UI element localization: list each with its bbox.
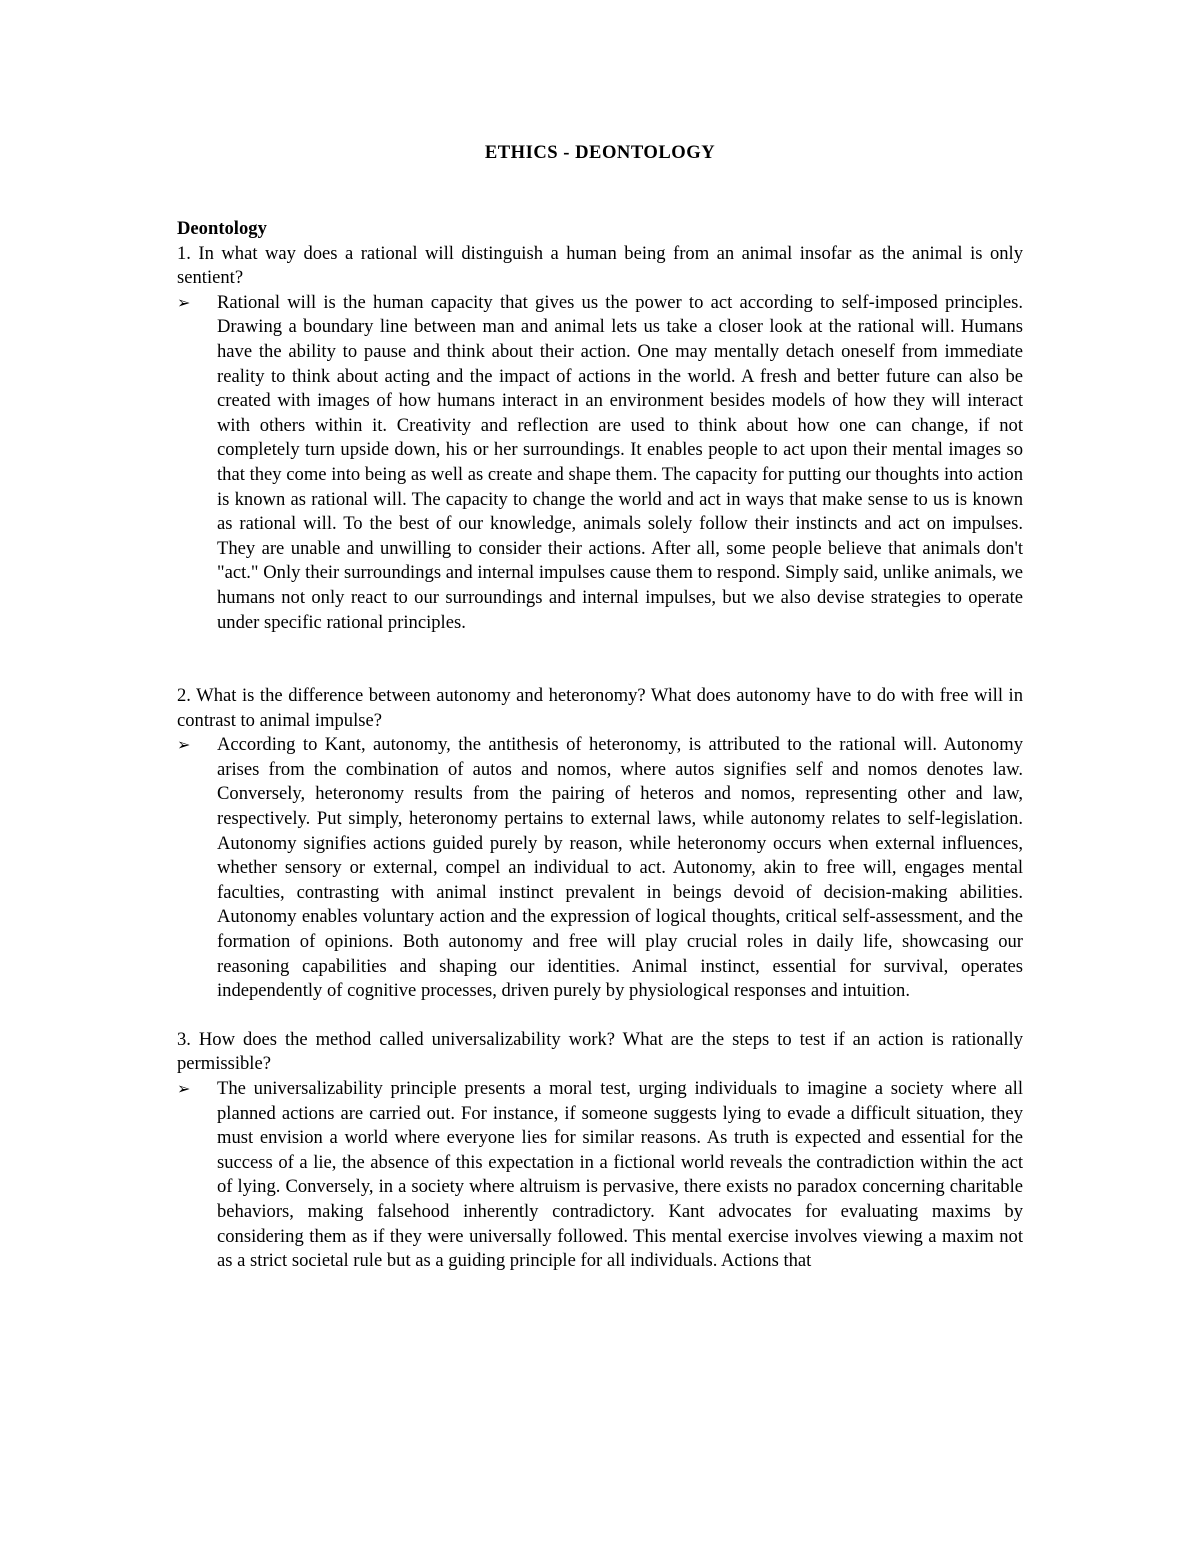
document-body xyxy=(177,217,1023,1274)
arrow-bullet-icon: ➢ xyxy=(177,292,191,312)
answer-text: The universalizability principle presents a moral test, urging individuals to imagine a society where all planned actions are carried out. For instance, if someone suggests lying to evade a difficult situation, they must envision a world where everyone lies for similar reasons. As truth is expected and essential for the success of a lie, the absence of this expectation in a fictional world reveals the contradiction within the act of lying. Conversely, in a society where altruism is pervasive, there exists no paradox concerning charitable behaviors, making falsehood inherently contradictory. Kant advocates for evaluating maxims by considering them as if they were universally followed. This mental exercise involves viewing a maxim not as a strict societal rule but as a guiding principle for all individuals. Actions that xyxy=(217,1078,1023,1272)
question-block-1 xyxy=(177,242,1023,636)
answer-item xyxy=(177,733,1023,1004)
spacer xyxy=(177,1004,1023,1028)
section-heading: Deontology xyxy=(177,218,267,239)
answer-item xyxy=(177,1077,1023,1274)
arrow-bullet-icon: ➢ xyxy=(177,1079,191,1098)
document-title: ETHICS - DEONTOLOGY xyxy=(484,142,716,163)
question-text: 2. What is the difference between autonomy and heteronomy? What does autonomy have to do with free will in contrast to animal impulse? xyxy=(177,685,1023,731)
arrow-bullet-icon: ➢ xyxy=(177,735,191,755)
question-block-2 xyxy=(177,684,1023,1004)
question-text: 1. In what way does a rational will distinguish a human being from an animal insofar as the animal is only sentient? xyxy=(177,242,1023,289)
answer-text: According to Kant, autonomy, the antithesis of heteronomy, is attributed to the rational will. Autonomy arises from the combination of autos and nomos, where autos signifies self and nomos denotes law. Conversely, heteronomy results from the pairing of heteros and nomos, representing other and law, respectively. Put simply, heteronomy pertains to external laws, while autonomy relates to self-legislation. Autonomy signifies actions guided purely by reason, while heteronomy occurs when external influences, whether sensory or external, compel an individual to act. Autonomy, akin to free will, engages mental faculties, contrasting with animal instinct prevalent in beings devoid of decision-making abilities. Autonomy enables voluntary action and the expression of logical thoughts, critical self-assessment, and the formation of opinions. Both autonomy and free will play crucial roles in daily life, showcasing our reasoning capabilities and shaping our identities. Animal instinct, essential for survival, operates independently of cognitive processes, driven purely by physiological responses and intuition. xyxy=(217,734,1023,1002)
answer-text: Rational will is the human capacity that gives us the power to act according to self-imposed principles. Drawing a boundary line between man and animal lets us take a closer look at the rational will. Humans have the ability to pause and think about their action. One may mentally detach oneself from immediate reality to think about acting and the impact of actions in the world. A fresh and better future can also be created with images of how humans interact in an environment besides models of how they will interact with others within it. Creativity and reflection are used to think about how one can change, if not completely turn upside down, his or her surroundings. It enables people to act upon their mental images so that they come into being as well as create and shape them. The capacity for putting our thoughts into action is known as rational will. The capacity to change the world and act in ways that make sense to us is known as rational will. To the best of our knowledge, animals solely follow their instincts and act on impulses. They are unable and unwilling to consider their actions. After all, some people believe that animals don't "act." Only their surroundings and internal impulses cause them to respond. Simply said, unlike animals, we humans not only react to our surroundings and internal impulses, but we also devise strategies to operate under specific rational principles. xyxy=(217,291,1023,633)
spacer xyxy=(177,635,1023,684)
question-block-3 xyxy=(177,1028,1023,1274)
question-text: 3. How does the method called universalizability work? What are the steps to test if an action is rationally permissible? xyxy=(177,1028,1023,1075)
answer-item xyxy=(177,291,1023,635)
